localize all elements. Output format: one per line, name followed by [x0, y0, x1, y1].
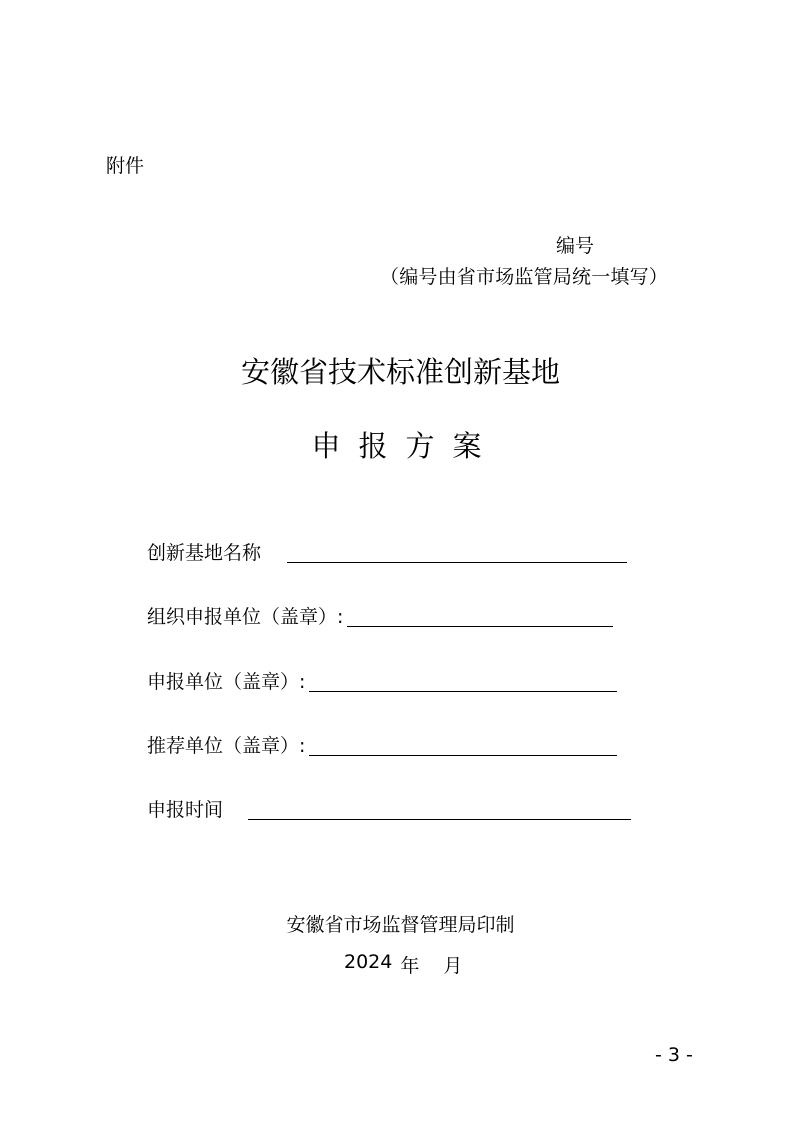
field-label: 推荐单位（盖章）:: [147, 735, 306, 757]
page-number: - 3 -: [655, 1044, 693, 1066]
field-label: 申报时间: [147, 799, 224, 821]
document-title: 安徽省技术标准创新基地: [240, 355, 560, 389]
fill-in-line[interactable]: [309, 691, 617, 692]
attachment-label: 附件: [106, 155, 145, 177]
serial-number-label: 编号: [556, 235, 595, 257]
date-year: 2024: [344, 951, 393, 973]
field-application-time: [147, 794, 631, 822]
field-applicant-unit: [147, 666, 617, 694]
field-label: 申报单位（盖章）:: [147, 671, 306, 693]
field-label: 组织申报单位（盖章）:: [147, 606, 344, 628]
field-label: 创新基地名称: [147, 542, 262, 564]
field-recommending-unit: [147, 730, 617, 758]
fill-in-line[interactable]: [347, 626, 613, 627]
field-organizing-unit: [147, 601, 613, 629]
issue-date: [344, 951, 462, 978]
date-month-unit: 月: [443, 955, 463, 977]
field-base-name: [147, 537, 627, 565]
fill-in-line[interactable]: [309, 755, 617, 756]
issuer-text: 安徽省市场监督管理局印制: [286, 914, 515, 936]
fill-in-line[interactable]: [248, 819, 631, 820]
fill-in-line[interactable]: [287, 562, 627, 563]
document-subtitle: 申报方案: [311, 429, 500, 463]
date-year-unit: 年: [400, 955, 420, 977]
serial-number-note: （编号由省市场监管局统一填写）: [380, 266, 669, 288]
